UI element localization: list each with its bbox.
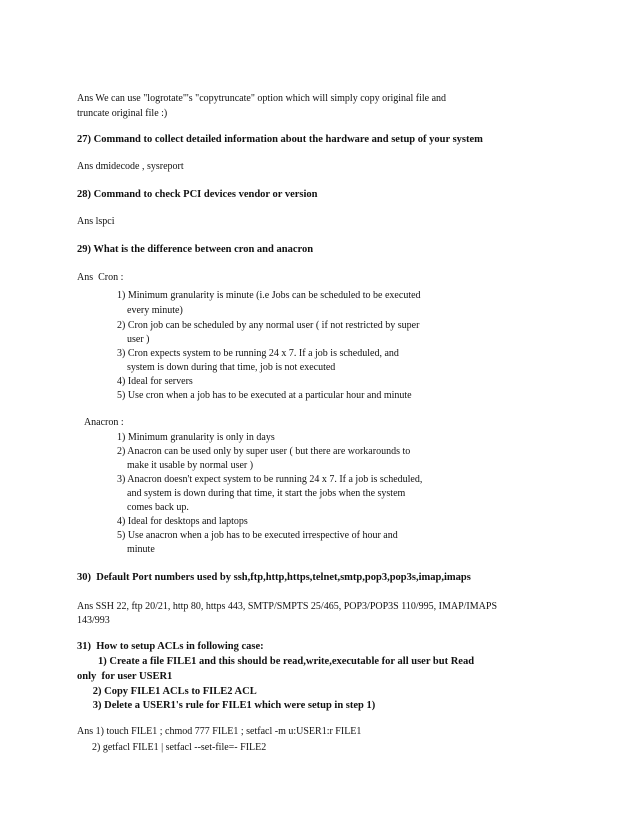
question-heading: 27) Command to collect detailed information about the hardware and setup of your system bbox=[77, 134, 483, 145]
list-item: 1) Minimum granularity is only in days bbox=[77, 432, 275, 443]
question-heading: 31) How to setup ACLs in following case: bbox=[77, 641, 264, 652]
answer-line: Ans We can use "logrotate"'s "copytruncate" option which will simply copy original file and bbox=[77, 93, 447, 104]
list-item: user ) bbox=[77, 334, 150, 345]
list-item: 4) Ideal for servers bbox=[77, 376, 193, 387]
answer-line: Ans dmidecode , sysreport bbox=[77, 161, 184, 172]
answer-line: Ans SSH 22, ftp 20/21, http 80, https 443, SMTP/SMPTS 25/465, POP3/POP3S 110/995, IMAP/IMAPS bbox=[77, 601, 497, 612]
answer-line: Ans lspci bbox=[77, 216, 115, 227]
question-heading: 3) Delete a USER1's rule for FILE1 which were setup in step 1) bbox=[77, 700, 376, 711]
answer-line: Anacron : bbox=[77, 417, 124, 428]
answer-line: Ans 1) touch FILE1 ; chmod 777 FILE1 ; setfacl -m u:USER1:r FILE1 bbox=[77, 726, 362, 737]
question-heading: 30) Default Port numbers used by ssh,ftp,http,https,telnet,smtp,pop3,pop3s,imap,imaps bbox=[77, 572, 471, 583]
list-item: comes back up. bbox=[77, 502, 189, 513]
list-item: every minute) bbox=[77, 305, 183, 316]
list-item: 4) Ideal for desktops and laptops bbox=[77, 516, 248, 527]
list-item: 2) Anacron can be used only by super user ( but there are workarounds to bbox=[77, 446, 411, 457]
answer-line: 2) getfacl FILE1 | setfacl --set-file=- FILE2 bbox=[77, 742, 267, 753]
list-item: 3) Cron expects system to be running 24 x 7. If a job is scheduled, and bbox=[77, 348, 399, 359]
list-item: make it usable by normal user ) bbox=[77, 460, 254, 471]
list-item: and system is down during that time, it start the jobs when the system bbox=[77, 488, 406, 499]
list-item: 5) Use cron when a job has to be executed at a particular hour and minute bbox=[77, 390, 412, 401]
list-item: minute bbox=[77, 544, 155, 555]
list-item: 3) Anacron doesn't expect system to be running 24 x 7. If a job is scheduled, bbox=[77, 474, 423, 485]
list-item: 5) Use anacron when a job has to be executed irrespective of hour and bbox=[77, 530, 398, 541]
answer-line: Ans Cron : bbox=[77, 272, 124, 283]
question-heading: 1) Create a file FILE1 and this should be read,write,executable for all user but Read bbox=[77, 656, 475, 667]
answer-line: truncate original file :) bbox=[77, 108, 168, 119]
question-heading: only for user USER1 bbox=[77, 671, 173, 682]
list-item: system is down during that time, job is not executed bbox=[77, 362, 336, 373]
list-item: 1) Minimum granularity is minute (i.e Jobs can be scheduled to be executed bbox=[77, 290, 421, 301]
list-item: 2) Cron job can be scheduled by any normal user ( if not restricted by super bbox=[77, 320, 420, 331]
answer-line: 143/993 bbox=[77, 615, 110, 626]
question-heading: 29) What is the difference between cron and anacron bbox=[77, 244, 314, 255]
question-heading: 28) Command to check PCI devices vendor or version bbox=[77, 189, 318, 200]
question-heading: 2) Copy FILE1 ACLs to FILE2 ACL bbox=[77, 686, 257, 697]
